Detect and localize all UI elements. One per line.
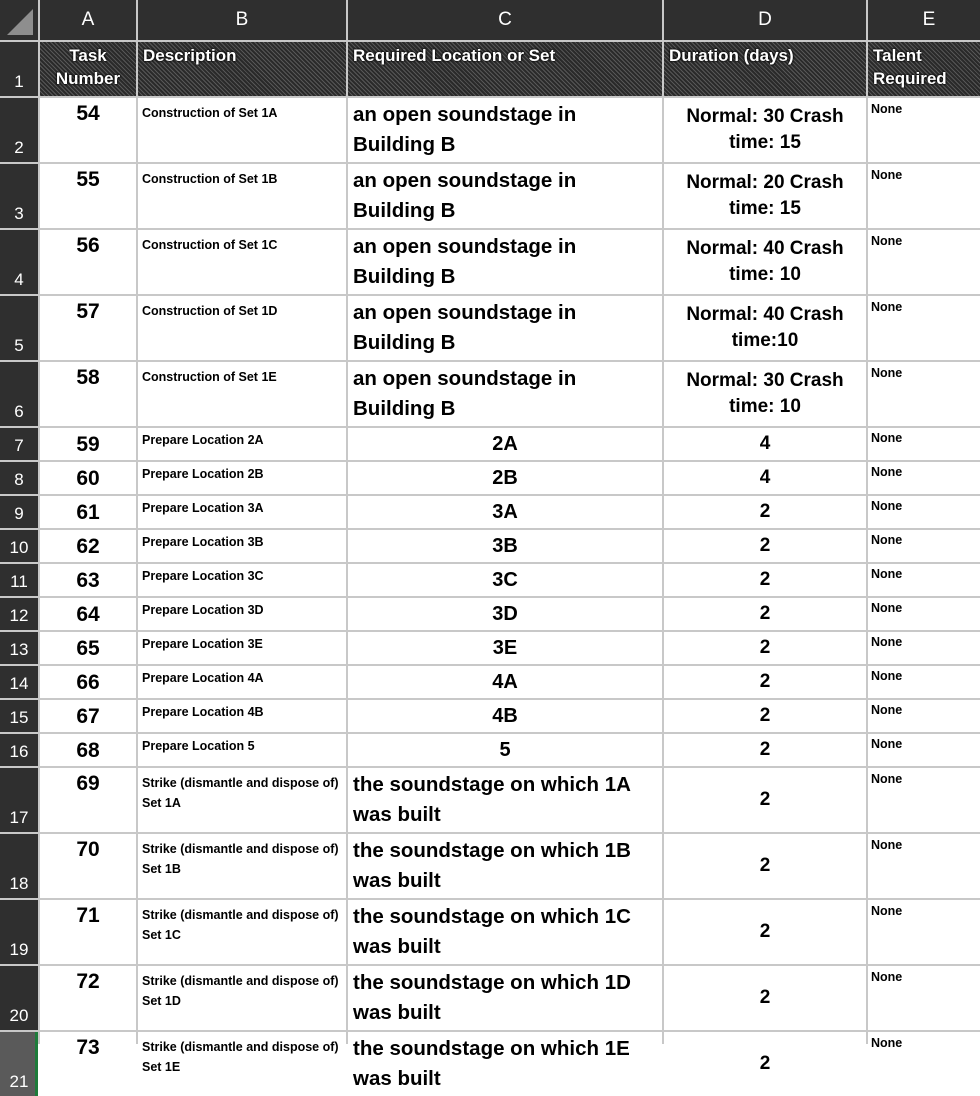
row-header[interactable]: 21 xyxy=(0,1032,38,1096)
row-header[interactable]: 12 xyxy=(0,598,38,630)
column-header-c[interactable]: C xyxy=(348,0,662,40)
duration-cell[interactable]: Normal: 20 Crash time: 15 xyxy=(664,164,866,228)
duration-cell[interactable]: 2 xyxy=(664,564,866,596)
location-cell[interactable]: 3C xyxy=(348,564,662,596)
location-cell[interactable]: an open soundstage in Building B xyxy=(348,362,662,426)
talent-cell[interactable]: None xyxy=(868,530,980,562)
location-cell[interactable]: the soundstage on which 1D was built xyxy=(348,966,662,1030)
talent-cell[interactable]: None xyxy=(868,734,980,766)
talent-cell[interactable]: None xyxy=(868,768,980,832)
location-cell[interactable]: 3D xyxy=(348,598,662,630)
talent-cell[interactable]: None xyxy=(868,230,980,294)
task-number-cell[interactable]: 73 xyxy=(40,1032,136,1096)
talent-cell[interactable]: None xyxy=(868,1032,980,1096)
location-cell[interactable]: the soundstage on which 1B was built xyxy=(348,834,662,898)
talent-cell[interactable]: None xyxy=(868,564,980,596)
row-header[interactable]: 18 xyxy=(0,834,38,898)
location-cell[interactable]: 3A xyxy=(348,496,662,528)
location-cell[interactable]: the soundstage on which 1C was built xyxy=(348,900,662,964)
duration-cell[interactable]: Normal: 30 Crash time: 10 xyxy=(664,362,866,426)
duration-cell[interactable]: 4 xyxy=(664,428,866,460)
description-cell[interactable]: Prepare Location 3A xyxy=(138,496,346,528)
location-header[interactable]: Required Location or Set xyxy=(348,42,662,96)
description-cell[interactable]: Prepare Location 3D xyxy=(138,598,346,630)
talent-cell[interactable]: None xyxy=(868,966,980,1030)
row-header[interactable]: 14 xyxy=(0,666,38,698)
task-number-cell[interactable]: 57 xyxy=(40,296,136,360)
row-header[interactable]: 5 xyxy=(0,296,38,360)
row-header[interactable]: 16 xyxy=(0,734,38,766)
column-header-b[interactable]: B xyxy=(138,0,346,40)
row-header[interactable]: 15 xyxy=(0,700,38,732)
duration-cell[interactable]: 2 xyxy=(664,734,866,766)
task-number-cell[interactable]: 61 xyxy=(40,496,136,528)
duration-header[interactable]: Duration (days) xyxy=(664,42,866,96)
duration-cell[interactable]: 2 xyxy=(664,834,866,898)
row-header[interactable]: 3 xyxy=(0,164,38,228)
talent-cell[interactable]: None xyxy=(868,834,980,898)
description-cell[interactable]: Strike (dismantle and dispose of) Set 1C xyxy=(138,900,346,964)
talent-cell[interactable]: None xyxy=(868,666,980,698)
task-number-cell[interactable]: 72 xyxy=(40,966,136,1030)
location-cell[interactable]: 3B xyxy=(348,530,662,562)
column-header-a[interactable]: A xyxy=(40,0,136,40)
duration-cell[interactable]: 2 xyxy=(664,700,866,732)
talent-cell[interactable]: None xyxy=(868,632,980,664)
row-header[interactable]: 8 xyxy=(0,462,38,494)
talent-cell[interactable]: None xyxy=(868,462,980,494)
duration-cell[interactable]: Normal: 30 Crash time: 15 xyxy=(664,98,866,162)
duration-cell[interactable]: 2 xyxy=(664,598,866,630)
task-number-cell[interactable]: 64 xyxy=(40,598,136,630)
description-cell[interactable]: Construction of Set 1B xyxy=(138,164,346,228)
task-number-cell[interactable]: 70 xyxy=(40,834,136,898)
task-number-cell[interactable]: 69 xyxy=(40,768,136,832)
column-header-e[interactable]: E xyxy=(868,0,980,40)
duration-cell[interactable]: Normal: 40 Crash time:10 xyxy=(664,296,866,360)
location-cell[interactable]: 3E xyxy=(348,632,662,664)
location-cell[interactable]: 4A xyxy=(348,666,662,698)
duration-cell[interactable]: 4 xyxy=(664,462,866,494)
task-number-cell[interactable]: 66 xyxy=(40,666,136,698)
row-header[interactable]: 20 xyxy=(0,966,38,1030)
duration-cell[interactable]: 2 xyxy=(664,768,866,832)
column-header-d[interactable]: D xyxy=(664,0,866,40)
row-header[interactable]: 19 xyxy=(0,900,38,964)
task-number-cell[interactable]: 59 xyxy=(40,428,136,460)
description-cell[interactable]: Construction of Set 1D xyxy=(138,296,346,360)
row-header[interactable]: 9 xyxy=(0,496,38,528)
talent-cell[interactable]: None xyxy=(868,598,980,630)
talent-cell[interactable]: None xyxy=(868,700,980,732)
duration-cell[interactable]: 2 xyxy=(664,900,866,964)
duration-cell[interactable]: 2 xyxy=(664,966,866,1030)
description-cell[interactable]: Prepare Location 2A xyxy=(138,428,346,460)
row-header[interactable]: 4 xyxy=(0,230,38,294)
row-header[interactable]: 7 xyxy=(0,428,38,460)
task-number-cell[interactable]: 63 xyxy=(40,564,136,596)
task-number-cell[interactable]: 62 xyxy=(40,530,136,562)
duration-cell[interactable]: 2 xyxy=(664,530,866,562)
duration-cell[interactable]: 2 xyxy=(664,1032,866,1096)
description-cell[interactable]: Prepare Location 3E xyxy=(138,632,346,664)
description-cell[interactable]: Strike (dismantle and dispose of) Set 1A xyxy=(138,768,346,832)
location-cell[interactable]: an open soundstage in Building B xyxy=(348,98,662,162)
duration-cell[interactable]: 2 xyxy=(664,632,866,664)
task-number-cell[interactable]: 55 xyxy=(40,164,136,228)
description-cell[interactable]: Prepare Location 2B xyxy=(138,462,346,494)
task-number-cell[interactable]: 68 xyxy=(40,734,136,766)
location-cell[interactable]: 4B xyxy=(348,700,662,732)
description-cell[interactable]: Strike (dismantle and dispose of) Set 1E xyxy=(138,1032,346,1096)
talent-cell[interactable]: None xyxy=(868,900,980,964)
row-header[interactable]: 11 xyxy=(0,564,38,596)
description-cell[interactable]: Strike (dismantle and dispose of) Set 1B xyxy=(138,834,346,898)
description-cell[interactable]: Strike (dismantle and dispose of) Set 1D xyxy=(138,966,346,1030)
task-number-cell[interactable]: 60 xyxy=(40,462,136,494)
select-all-corner[interactable] xyxy=(0,0,38,40)
description-cell[interactable]: Construction of Set 1A xyxy=(138,98,346,162)
description-cell[interactable]: Prepare Location 4A xyxy=(138,666,346,698)
talent-cell[interactable]: None xyxy=(868,164,980,228)
row-header[interactable]: 6 xyxy=(0,362,38,426)
description-header[interactable]: Description xyxy=(138,42,346,96)
description-cell[interactable]: Prepare Location 3B xyxy=(138,530,346,562)
description-cell[interactable]: Prepare Location 5 xyxy=(138,734,346,766)
location-cell[interactable]: an open soundstage in Building B xyxy=(348,296,662,360)
duration-cell[interactable]: Normal: 40 Crash time: 10 xyxy=(664,230,866,294)
task-number-cell[interactable]: 54 xyxy=(40,98,136,162)
location-cell[interactable]: an open soundstage in Building B xyxy=(348,230,662,294)
description-cell[interactable]: Prepare Location 4B xyxy=(138,700,346,732)
talent-cell[interactable]: None xyxy=(868,98,980,162)
location-cell[interactable]: 2A xyxy=(348,428,662,460)
talent-header[interactable]: Talent Required xyxy=(868,42,980,96)
talent-cell[interactable]: None xyxy=(868,296,980,360)
location-cell[interactable]: 2B xyxy=(348,462,662,494)
row-header[interactable]: 10 xyxy=(0,530,38,562)
description-cell[interactable]: Prepare Location 3C xyxy=(138,564,346,596)
description-cell[interactable]: Construction of Set 1E xyxy=(138,362,346,426)
talent-cell[interactable]: None xyxy=(868,362,980,426)
row-header[interactable]: 1 xyxy=(0,42,38,96)
row-header[interactable]: 13 xyxy=(0,632,38,664)
task-number-cell[interactable]: 65 xyxy=(40,632,136,664)
location-cell[interactable]: the soundstage on which 1A was built xyxy=(348,768,662,832)
select-all-icon xyxy=(7,9,33,35)
task-number-cell[interactable]: 67 xyxy=(40,700,136,732)
task-number-header[interactable]: Task Number xyxy=(40,42,136,96)
task-number-cell[interactable]: 71 xyxy=(40,900,136,964)
location-cell[interactable]: the soundstage on which 1E was built xyxy=(348,1032,662,1096)
duration-cell[interactable]: 2 xyxy=(664,496,866,528)
duration-cell[interactable]: 2 xyxy=(664,666,866,698)
location-cell[interactable]: an open soundstage in Building B xyxy=(348,164,662,228)
description-cell[interactable]: Construction of Set 1C xyxy=(138,230,346,294)
row-header[interactable]: 2 xyxy=(0,98,38,162)
location-cell[interactable]: 5 xyxy=(348,734,662,766)
talent-cell[interactable]: None xyxy=(868,496,980,528)
task-number-cell[interactable]: 58 xyxy=(40,362,136,426)
row-header[interactable]: 17 xyxy=(0,768,38,832)
talent-cell[interactable]: None xyxy=(868,428,980,460)
task-number-cell[interactable]: 56 xyxy=(40,230,136,294)
